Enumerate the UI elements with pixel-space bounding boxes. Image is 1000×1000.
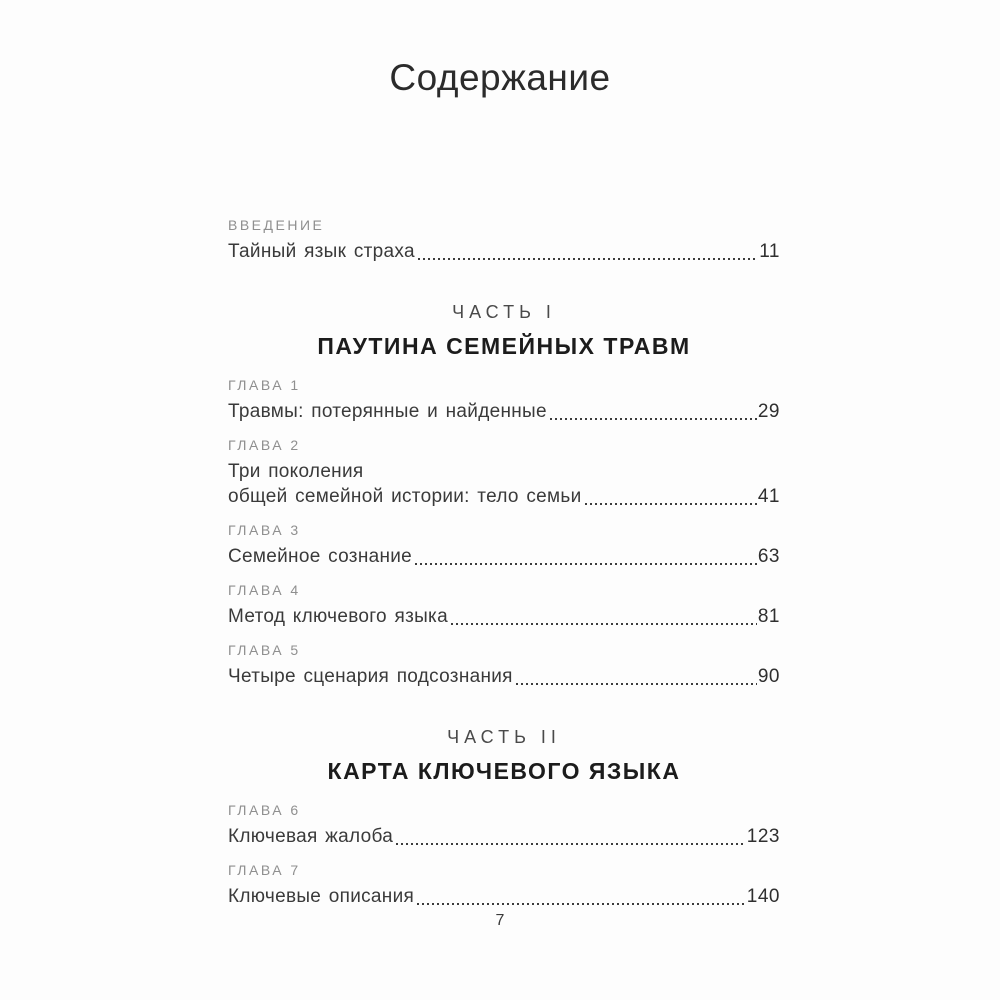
toc-entry-row [228, 239, 780, 264]
toc-entry-row [228, 399, 780, 424]
toc-entry-label: ГЛАВА 3 [228, 522, 301, 538]
toc-entry-chapter-7 [228, 861, 780, 909]
part-label: ЧАСТЬ I [452, 302, 556, 322]
toc-entry-label: ГЛАВА 6 [228, 802, 301, 818]
toc-entry-chapter-1 [228, 376, 780, 424]
toc-entry-label: ГЛАВА 1 [228, 377, 301, 393]
toc-entry-page-number: 81 [757, 606, 780, 627]
dot-leader [550, 418, 757, 420]
toc-entry-title: Четыре сценария подсознания [228, 666, 513, 687]
toc-entry-chapter-6 [228, 801, 780, 849]
toc-entry-label: ГЛАВА 2 [228, 437, 301, 453]
toc-entry-page-number: 41 [757, 486, 780, 507]
toc-entry-title-line-2: общей семейной истории: тело семьи [228, 486, 582, 507]
toc-entry-chapter-5 [228, 641, 780, 689]
toc-entry-row [228, 824, 780, 849]
toc-entry-title: Тайный язык страха [228, 241, 415, 262]
toc-entry-row [228, 664, 780, 689]
dot-leader [585, 503, 757, 505]
toc-entry-title: Семейное сознание [228, 546, 413, 567]
toc-entry-title: Ключевая жалоба [228, 826, 394, 847]
dot-leader [415, 563, 757, 565]
toc-entry-chapter-4 [228, 581, 780, 629]
toc-entry-page-number: 11 [759, 241, 780, 262]
toc-entry-chapter-2 [228, 436, 780, 509]
toc-entry-label: ВВЕДЕНИЕ [228, 217, 325, 233]
part-heading-1 [228, 301, 780, 360]
part-title: ПАУТИНА СЕМЕЙНЫХ ТРАВМ [317, 333, 691, 359]
table-of-contents [228, 216, 780, 909]
toc-entry-label: ГЛАВА 4 [228, 582, 301, 598]
toc-entry-page-number: 140 [746, 886, 780, 907]
part-title: КАРТА КЛЮЧЕВОГО ЯЗЫКА [327, 758, 681, 784]
dot-leader [396, 843, 746, 845]
toc-entry-page-number: 90 [757, 666, 780, 687]
toc-entry-title-line-1: Три поколения [228, 461, 364, 482]
page-title: Содержание [389, 57, 611, 98]
part-heading-2 [228, 726, 780, 785]
toc-entry-title: Ключевые описания [228, 886, 415, 907]
dot-leader [451, 623, 757, 625]
part-label: ЧАСТЬ II [447, 727, 561, 747]
toc-entry-page-number: 29 [757, 401, 780, 422]
dot-leader [516, 683, 757, 685]
toc-entry-title: Метод ключевого языка [228, 606, 448, 627]
toc-entry-page-number: 63 [757, 546, 780, 567]
toc-entry-row [228, 884, 780, 909]
footer-page-number: 7 [495, 912, 505, 929]
toc-entry-page-number: 123 [746, 826, 780, 847]
toc-entry-title: Травмы: потерянные и найденные [228, 401, 547, 422]
toc-entry-chapter-3 [228, 521, 780, 569]
toc-entry-label: ГЛАВА 5 [228, 642, 301, 658]
toc-entry-row [228, 484, 780, 509]
toc-entry-introduction [228, 216, 780, 264]
toc-entry-label: ГЛАВА 7 [228, 862, 301, 878]
dot-leader [417, 903, 746, 905]
toc-entry-row [228, 604, 780, 629]
dot-leader [418, 258, 758, 260]
toc-entry-row [228, 544, 780, 569]
